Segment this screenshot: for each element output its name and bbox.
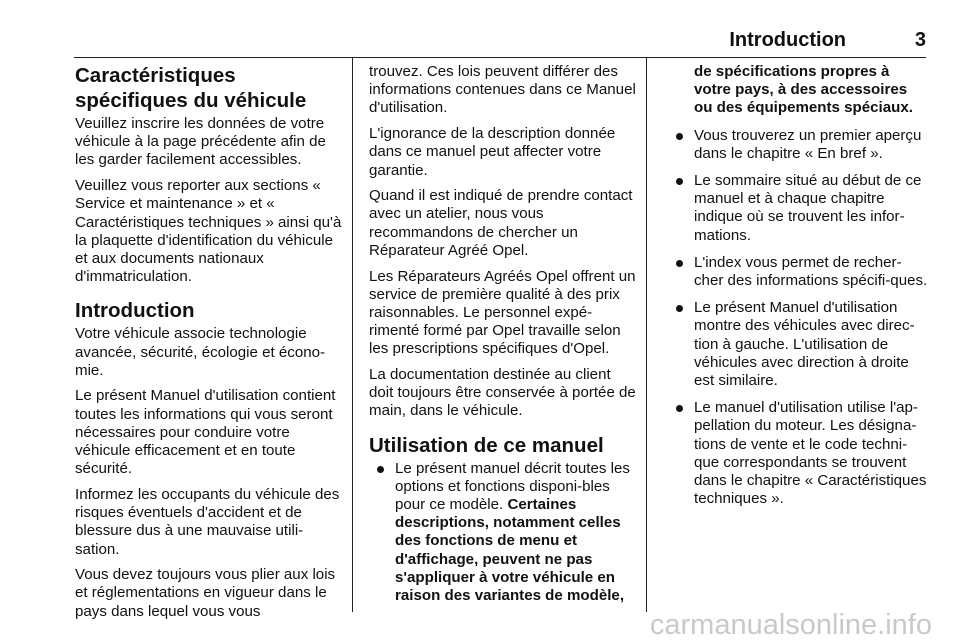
bullet-icon bbox=[676, 305, 683, 312]
page-header-title: Introduction bbox=[729, 29, 846, 51]
list-item bbox=[668, 172, 928, 245]
column-3 bbox=[668, 63, 928, 615]
column-divider-2 bbox=[646, 58, 647, 612]
bullet-icon bbox=[676, 405, 683, 412]
list-item bbox=[668, 127, 928, 163]
list-item-continued-bold-text: de spécifications propres à votre pays, à des accessoires ou des équipements spéciaux. bbox=[694, 63, 913, 117]
list-item bbox=[668, 399, 928, 508]
paragraph: Informez les occupants du véhicule des risques éventuels d'accident et de blessure dus à une mauvaise utili-sation. bbox=[75, 485, 340, 558]
bullet-icon bbox=[676, 133, 683, 140]
paragraph: trouvez. Ces lois peuvent différer des informations contenues dans ce Manuel d'utilisation. bbox=[369, 63, 636, 117]
list-item bbox=[369, 460, 637, 606]
list-item-text: Le présent manuel décrit toutes les options et fonctions disponi-bles pour ce modèle. bbox=[395, 459, 630, 514]
bullet-icon bbox=[377, 466, 384, 473]
paragraph: Vous devez toujours vous plier aux lois et réglementations en vigueur dans le pays dans lequel vous vous bbox=[75, 566, 336, 620]
paragraph: Votre véhicule associe technologie avancée, sécurité, écologie et écono-mie. bbox=[75, 325, 326, 379]
heading-line-2: spécifiques du véhicule bbox=[75, 89, 307, 112]
bullet-icon bbox=[676, 260, 683, 267]
watermark-text: carmanualsonline.info bbox=[649, 609, 932, 641]
paragraph: Les Réparateurs Agréés Opel offrent un service de première qualité à des prix raisonnables. Le personnel expé-rimenté formé par Opel travaille selon les prescriptions spécifiques d'Opel. bbox=[369, 267, 636, 358]
header-divider bbox=[74, 57, 926, 58]
paragraph: L'ignorance de la description donnée dans ce manuel peut affecter votre garantie. bbox=[369, 125, 616, 179]
paragraph: Veuillez inscrire les données de votre véhicule à la page précédente afin de les garder facilement accessibles. bbox=[75, 115, 326, 169]
column-1 bbox=[75, 63, 343, 620]
paragraph: La documentation destinée au client doit toujours être conservée à portée de main, dans le véhicule. bbox=[369, 366, 636, 420]
list-item-text: Le présent Manuel d'utilisation montre des véhicules avec direc-tion à gauche. L'utilisation de véhicules avec direction à droite est similaire. bbox=[694, 299, 915, 390]
bullet-list bbox=[668, 127, 928, 509]
section-heading-manual-usage: Utilisation de ce manuel bbox=[369, 433, 604, 457]
list-item bbox=[668, 254, 928, 290]
paragraph: Quand il est indiqué de prendre contact avec un atelier, nous vous recommandons de chercher un Réparateur Agréé Opel. bbox=[369, 187, 633, 259]
heading-line-1: Caractéristiques bbox=[75, 64, 236, 87]
list-item bbox=[668, 299, 928, 390]
section-heading-introduction: Introduction bbox=[75, 299, 195, 323]
column-2 bbox=[369, 63, 637, 615]
paragraph: Le présent Manuel d'utilisation contient toutes les informations qui vous seront nécessaires pour conduire votre véhicule efficacement et en toute sécurité. bbox=[75, 387, 336, 478]
list-item-text: Le sommaire situé au début de ce manuel et à chaque chapitre indique où se trouvent les infor-mations. bbox=[694, 172, 922, 244]
bullet-icon bbox=[676, 178, 683, 185]
section-heading-vehicle-specs bbox=[75, 63, 343, 113]
list-item-text: L'index vous permet de recher-cher des informations spécifi-ques. bbox=[694, 253, 928, 290]
page-number: 3 bbox=[914, 29, 926, 51]
list-item-text: Vous trouverez un premier aperçu dans le chapitre « En bref ». bbox=[694, 126, 922, 162]
bullet-list bbox=[369, 460, 637, 606]
paragraph: Veuillez vous reporter aux sections « Service et maintenance » et « Caractéristiques techniques » ainsi qu'à la plaquette d'identification du véhicule et aux documents nationaux d'immatriculation. bbox=[75, 177, 342, 286]
column-divider-1 bbox=[352, 58, 353, 612]
list-item-text: Le manuel d'utilisation utilise l'ap-pellation du moteur. Les désigna-tions de vente et le code techni-que correspondants se trouvent dans le chapitre « Caractéristiques techniques ». bbox=[694, 399, 927, 508]
list-item-bold-text: Certaines descriptions, notamment celles des fonctions de menu et d'affichage, peuvent ne pas s'appliquer à votre véhicule en raison des variantes de modèle, bbox=[395, 496, 625, 605]
